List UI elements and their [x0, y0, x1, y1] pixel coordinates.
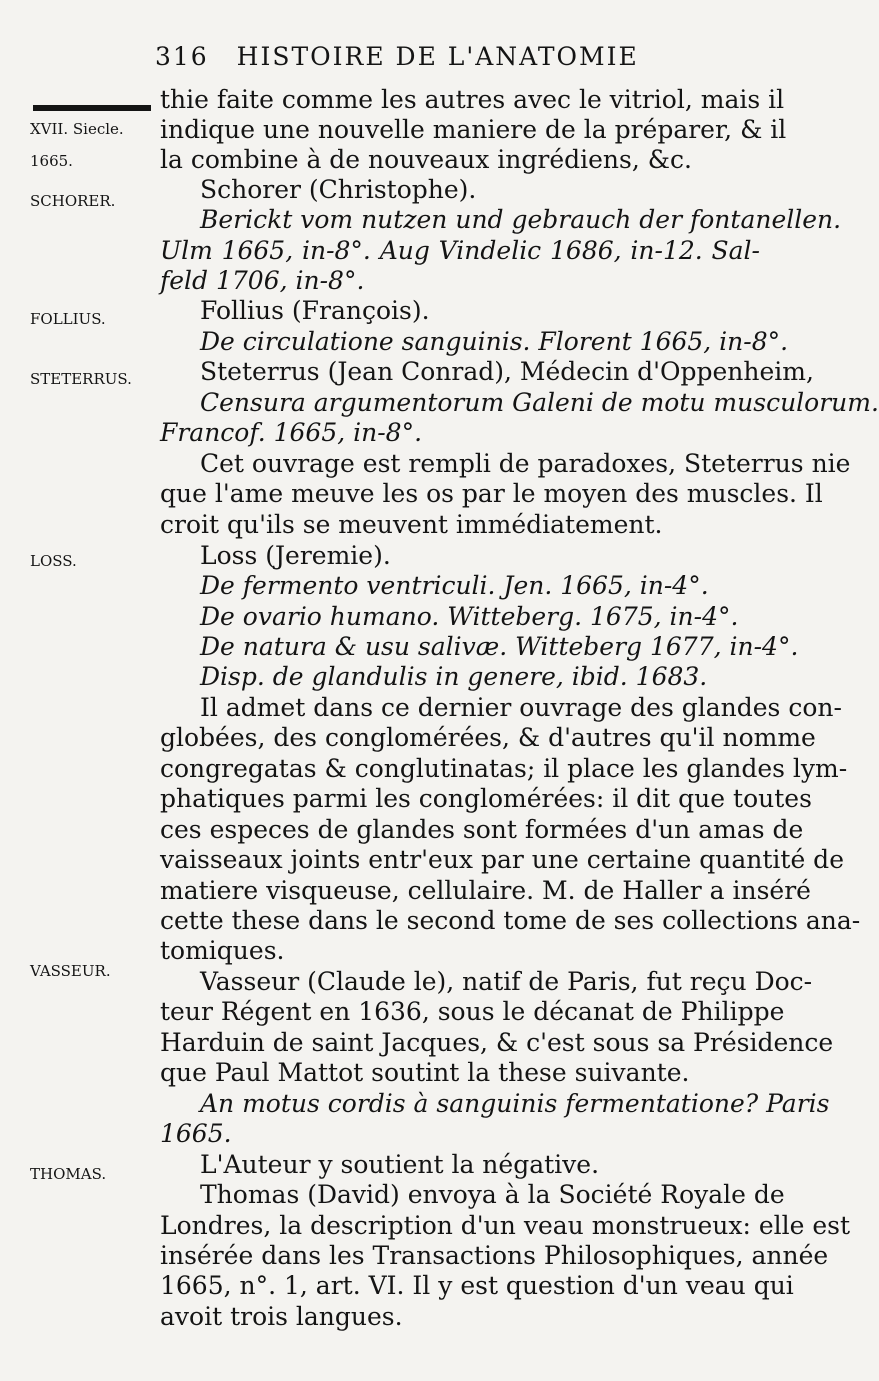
- text-line: globées, des conglomérées, & d'autres qu'il nomme: [160, 723, 816, 752]
- text-line: indique une nouvelle maniere de la préparer, & il: [160, 115, 787, 144]
- text-line: Berickt vom nutzen und gebrauch der fontanellen.: [200, 205, 842, 234]
- text-line: insérée dans les Transactions Philosophiques, année: [160, 1241, 829, 1270]
- text-line: congregatas & conglutinatas; il place les glandes lym-: [160, 754, 848, 783]
- running-title: HISTOIRE DE L'ANATOMIE: [236, 42, 639, 71]
- margin-note-thomas: THOMAS.: [30, 1165, 107, 1183]
- text-line: Thomas (David) envoya à la Société Royale de: [200, 1180, 785, 1209]
- text-line: 1665, n°. 1, art. VI. Il y est question d'un veau qui: [160, 1271, 794, 1300]
- text-line: Francof. 1665, in-8°.: [160, 418, 423, 447]
- text-line: thie faite comme les autres avec le vitriol, mais il: [160, 85, 785, 114]
- text-line: croit qu'ils se meuvent immédiatement.: [160, 510, 663, 539]
- text-line: Il admet dans ce dernier ouvrage des glandes con-: [200, 693, 842, 722]
- margin-note-vasseur: VASSEUR.: [30, 962, 111, 980]
- text-line: tomiques.: [160, 936, 285, 965]
- text-line: Londres, la description d'un veau monstrueux: elle est: [160, 1211, 851, 1240]
- text-line: Disp. de glandulis in genere, ibid. 1683.: [200, 662, 708, 691]
- margin-note-steterrus: STETERRUS.: [30, 370, 132, 388]
- text-line: Ulm 1665, in-8°. Aug Vindelic 1686, in-12. Sal-: [160, 236, 760, 265]
- text-line: cette these dans le second tome de ses collections ana-: [160, 906, 861, 935]
- margin-note-loss: LOSS.: [30, 552, 77, 570]
- text-line: que l'ame meuve les os par le moyen des muscles. Il: [160, 479, 823, 508]
- text-line: vaisseaux joints entr'eux par une certaine quantité de: [160, 845, 844, 874]
- text-line: De natura & usu salivæ. Witteberg 1677, in-4°.: [200, 632, 799, 661]
- text-line: 1665.: [160, 1119, 232, 1148]
- running-header: [155, 42, 775, 71]
- text-line: avoit trois langues.: [160, 1302, 403, 1331]
- text-line: De circulatione sanguinis. Florent 1665, in-8°.: [200, 327, 789, 356]
- text-line: feld 1706, in-8°.: [160, 266, 365, 295]
- margin-note-schorer: SCHORER.: [30, 192, 116, 210]
- text-line: phatiques parmi les conglomérées: il dit que toutes: [160, 784, 812, 813]
- margin-note-period: XVII. Siecle.: [30, 120, 124, 138]
- margin-rule: [33, 105, 151, 111]
- text-line: que Paul Mattot soutint la these suivante.: [160, 1058, 690, 1087]
- text-line: Schorer (Christophe).: [200, 175, 477, 204]
- page-number: 316: [155, 42, 209, 71]
- text-line: ces especes de glandes sont formées d'un amas de: [160, 815, 804, 844]
- text-line: Harduin de saint Jacques, & c'est sous sa Présidence: [160, 1028, 834, 1057]
- text-line: matiere visqueuse, cellulaire. M. de Haller a inséré: [160, 876, 811, 905]
- text-line: Steterrus (Jean Conrad), Médecin d'Oppenheim,: [200, 357, 814, 386]
- text-line: An motus cordis à sanguinis fermentatione? Paris: [200, 1089, 830, 1118]
- text-line: Loss (Jeremie).: [200, 541, 391, 570]
- text-line: L'Auteur y soutient la négative.: [200, 1150, 600, 1179]
- text-line: De ovario humano. Witteberg. 1675, in-4°.: [200, 602, 739, 631]
- text-line: teur Régent en 1636, sous le décanat de Philippe: [160, 997, 785, 1026]
- text-line: Vasseur (Claude le), natif de Paris, fut reçu Doc-: [200, 967, 813, 996]
- text-line: la combine à de nouveaux ingrédiens, &c.: [160, 145, 692, 174]
- margin-note-follius: FOLLIUS.: [30, 310, 106, 328]
- text-line: Follius (François).: [200, 296, 430, 325]
- text-line: Censura argumentorum Galeni de motu musculorum.: [200, 388, 879, 417]
- text-line: De fermento ventriculi. Jen. 1665, in-4°.: [200, 571, 709, 600]
- text-line: Cet ouvrage est rempli de paradoxes, Steterrus nie: [200, 449, 851, 478]
- margin-note-year: 1665.: [30, 152, 73, 170]
